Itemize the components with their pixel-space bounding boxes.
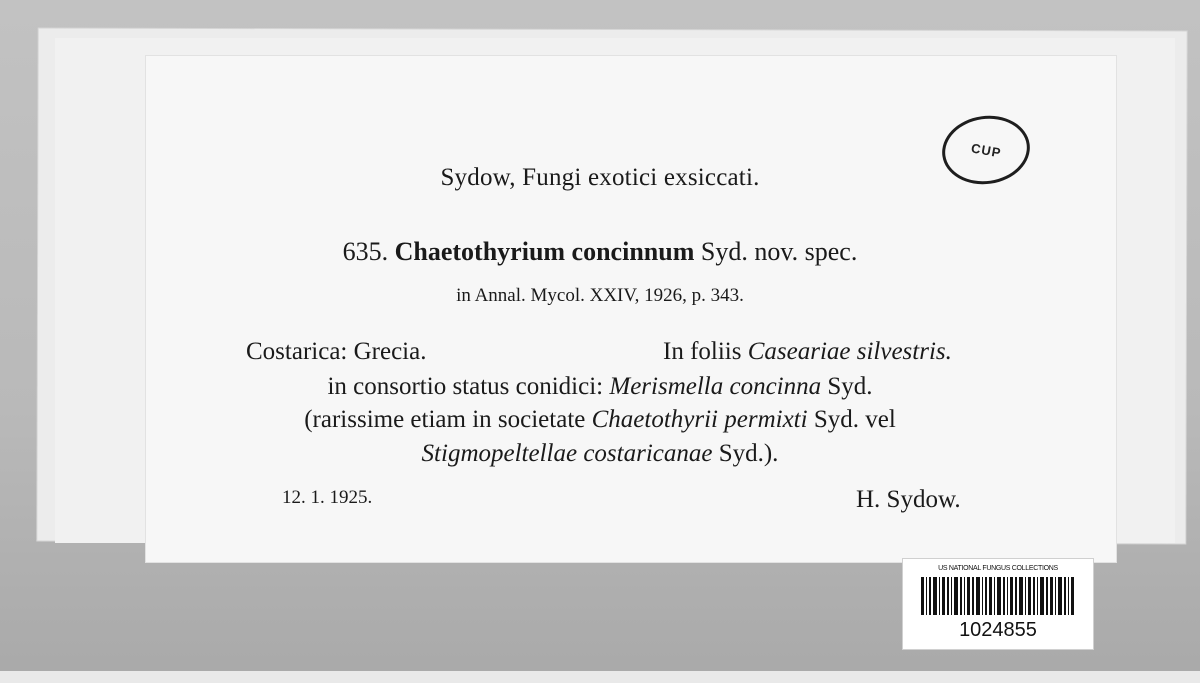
consortio-author: Syd. (827, 373, 873, 400)
locality-place: Costarica: Grecia. (246, 338, 427, 365)
exsiccata-title: Sydow, Fungi exotici exsiccati. (440, 164, 760, 191)
collector-name: H. Sydow. (856, 486, 961, 513)
publication-reference: in Annal. Mycol. XXIV, 1926, p. 343. (456, 285, 744, 306)
stamp-text: CUP (969, 139, 1003, 161)
barcode-label (902, 558, 1094, 650)
societate-line (0, 406, 1200, 434)
consortio-line (0, 373, 1200, 401)
host-prefix: In foliis (663, 338, 742, 365)
associate-suffix: Syd.). (718, 440, 779, 467)
consortio-species: Merismella concinna (609, 373, 822, 400)
collection-date: 12. 1. 1925. (282, 487, 373, 508)
species-line (0, 237, 1200, 267)
associate-species: Stigmopeltellae costaricanae (421, 440, 713, 467)
societate-species: Chaetothyrii permixti (591, 406, 808, 433)
host-name: Caseariae silvestris. (747, 338, 952, 365)
species-number: 635. (342, 237, 389, 266)
catalog-number: 1024855 (959, 619, 1037, 641)
species-name: Chaetothyrium concinnum (394, 237, 695, 266)
societate-text: (rarissime etiam in societate (304, 406, 586, 433)
species-author: Syd. nov. spec. (700, 237, 858, 266)
barcode-icon (921, 577, 1076, 615)
host-line (663, 338, 952, 366)
associate-line (0, 440, 1200, 468)
barcode-header: US NATIONAL FUNGUS COLLECTIONS (938, 565, 1058, 572)
consortio-text: in consortio status conidici: (327, 373, 604, 400)
societate-suffix: Syd. vel (813, 406, 896, 433)
